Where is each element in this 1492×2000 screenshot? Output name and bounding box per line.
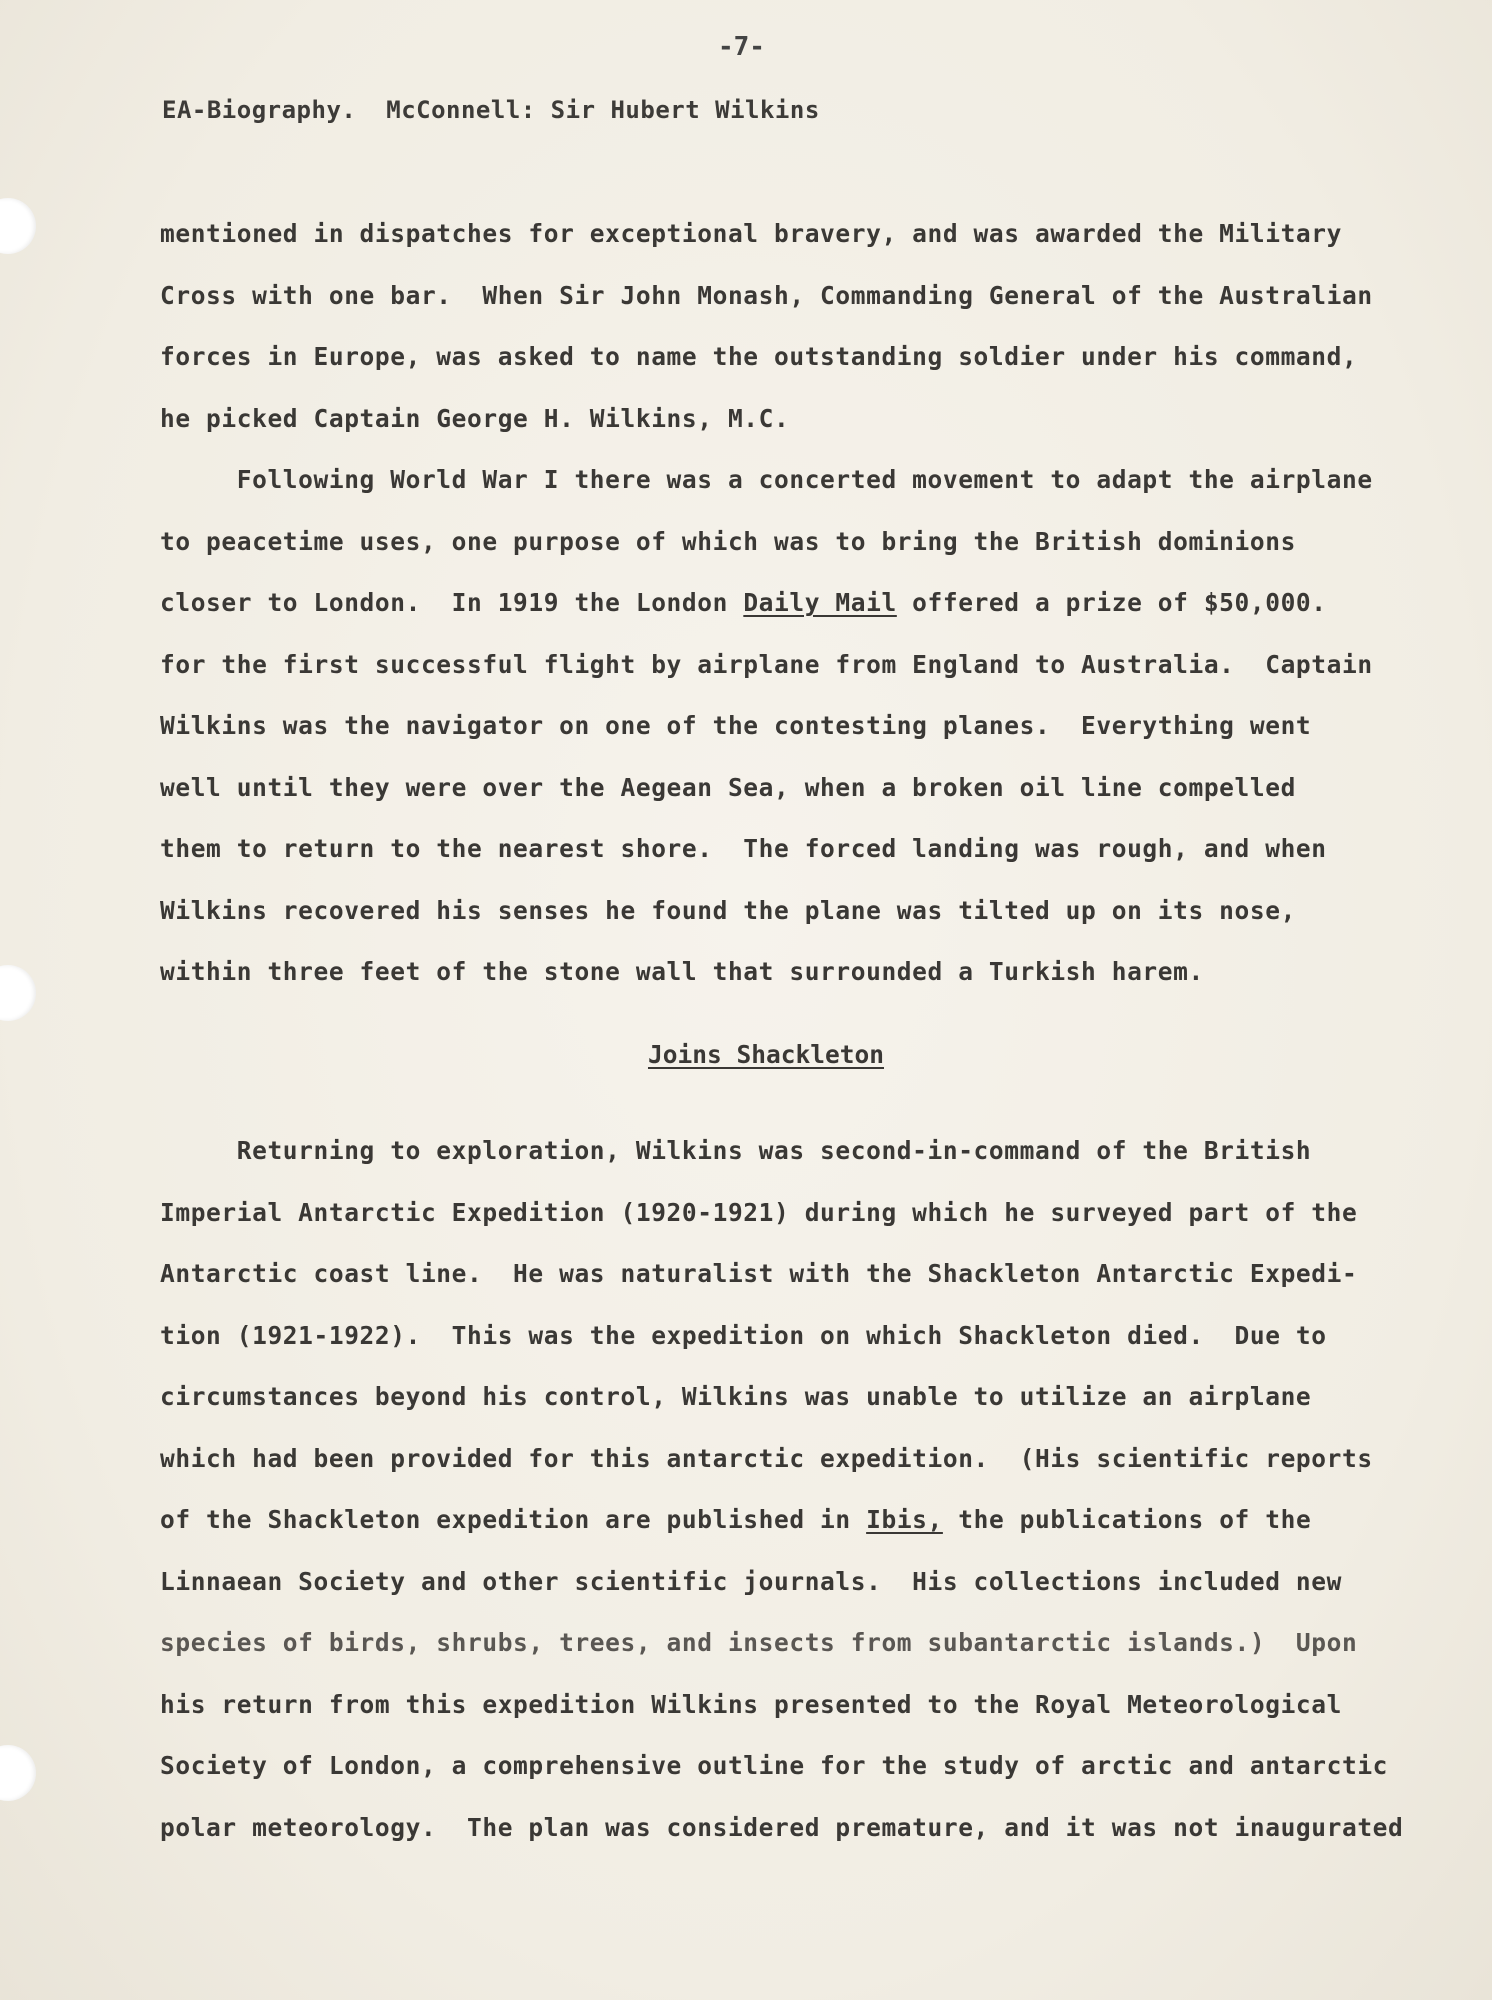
body-paragraphs-2 bbox=[160, 1120, 1420, 1858]
running-header: EA-Biography. McConnell: Sir Hubert Wilkins bbox=[162, 96, 820, 124]
text-line: Cross with one bar. When Sir John Monash, Commanding General of the Australian bbox=[160, 280, 1373, 310]
text-line: Wilkins was the navigator on one of the contesting planes. Everything went bbox=[160, 711, 1312, 740]
text-line: Returning to exploration, Wilkins was second-in-command of the British bbox=[160, 1136, 1312, 1165]
text-line: circumstances beyond his control, Wilkins was unable to utilize an airplane bbox=[160, 1382, 1312, 1411]
section-heading-text: Joins Shackleton bbox=[647, 1040, 884, 1069]
text-line bbox=[160, 572, 1420, 634]
page-number: -7- bbox=[718, 32, 765, 62]
text-line: Linnaean Society and other scientific journals. His collections included new bbox=[160, 1566, 1342, 1596]
text-line: them to return to the nearest shore. The forced landing was rough, and when bbox=[160, 834, 1327, 863]
text-segment: of the Shackleton expedition are published in bbox=[160, 1505, 867, 1534]
text-line: Antarctic coast line. He was naturalist with the Shackleton Antarctic Expedi- bbox=[160, 1259, 1358, 1288]
text-line: species of birds, shrubs, trees, and insects from subantarctic islands.) Upon bbox=[160, 1628, 1358, 1657]
punch-hole bbox=[0, 198, 36, 254]
text-line: Wilkins recovered his senses he found the plane was tilted up on its nose, bbox=[160, 895, 1296, 925]
text-line: forces in Europe, was asked to name the outstanding soldier under his command, bbox=[160, 342, 1358, 371]
text-line: to peacetime uses, one purpose of which was to bring the British dominions bbox=[160, 526, 1296, 556]
text-line: Following World War I there was a concerted movement to adapt the airplane bbox=[160, 465, 1373, 494]
text-line: for the first successful flight by airplane from England to Australia. Captain bbox=[160, 649, 1373, 679]
text-line: polar meteorology. The plan was considered premature, and it was not inaugurated bbox=[160, 1812, 1404, 1842]
text-segment: offered a prize of $50,000. bbox=[896, 588, 1327, 617]
text-segment: the publications of the bbox=[942, 1505, 1312, 1534]
punch-hole bbox=[0, 965, 36, 1021]
text-segment: closer to London. In 1919 the London bbox=[160, 588, 744, 617]
punch-hole bbox=[0, 1745, 36, 1801]
text-line: tion (1921-1922). This was the expedition on which Shackleton died. Due to bbox=[160, 1320, 1327, 1350]
text-line: his return from this expedition Wilkins presented to the Royal Meteorological bbox=[160, 1689, 1342, 1719]
text-line: well until they were over the Aegean Sea, when a broken oil line compelled bbox=[160, 772, 1296, 802]
section-heading bbox=[0, 1040, 1492, 1069]
text-line: mentioned in dispatches for exceptional bravery, and was awarded the Military bbox=[160, 219, 1342, 248]
text-line: Society of London, a comprehensive outline for the study of arctic and antarctic bbox=[160, 1751, 1389, 1780]
text-line: Imperial Antarctic Expedition (1920-1921) during which he surveyed part of the bbox=[160, 1197, 1358, 1227]
newspaper-title: Daily Mail bbox=[743, 588, 897, 617]
text-line: within three feet of the stone wall that surrounded a Turkish harem. bbox=[160, 957, 1204, 986]
journal-title: Ibis, bbox=[866, 1505, 943, 1534]
text-line: he picked Captain George H. Wilkins, M.C. bbox=[160, 403, 790, 433]
text-line: which had been provided for this antarctic expedition. (His scientific reports bbox=[160, 1443, 1373, 1473]
body-paragraphs-1 bbox=[160, 203, 1420, 1003]
text-line bbox=[160, 1489, 1420, 1551]
